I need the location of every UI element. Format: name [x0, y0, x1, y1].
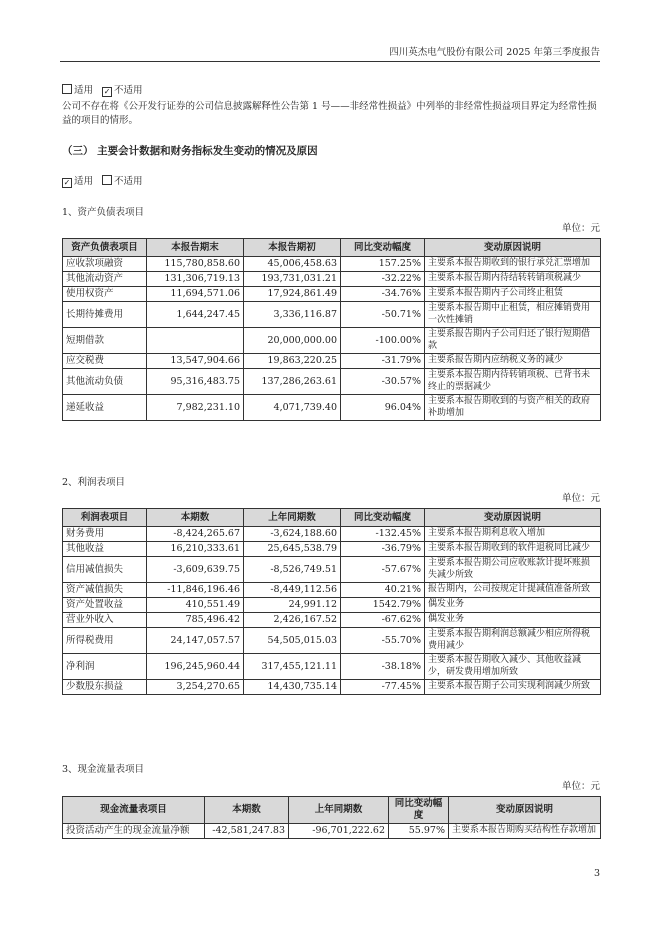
- column-header: 资产负债表项目: [63, 239, 147, 257]
- cashflow-table: [62, 796, 601, 839]
- reason-cell: 主要系本报告期利润总额减少相应所得税费用减少: [425, 628, 601, 654]
- current-value-cell: 7,982,231.10: [147, 395, 244, 421]
- current-value-cell: 24,147,057.57: [147, 628, 244, 654]
- balance-subtitle: 1、资产负债表项目: [62, 207, 145, 218]
- column-header: 本期数: [205, 797, 289, 824]
- item-cell: 递延收益: [63, 395, 147, 421]
- table-row: [63, 613, 601, 628]
- table-row: [63, 272, 601, 287]
- table-row: [63, 527, 601, 542]
- table-row: [63, 302, 601, 328]
- reason-cell: 主要系本报告期购买结构性存款增加: [449, 824, 601, 839]
- current-value-cell: -42,581,247.83: [205, 824, 289, 839]
- reason-cell: 主要系本报告期中止租赁，相应摊销费用一次性摊销: [425, 302, 601, 328]
- reason-cell: 主要系本报告期内待转销项税、已背书未终止的票据减少: [425, 369, 601, 395]
- intro-checkboxes: [62, 84, 143, 97]
- reason-cell: 报告期内，公司按规定计提减值准备所致: [425, 583, 601, 598]
- column-header: 变动原因说明: [425, 239, 601, 257]
- item-cell: 长期待摊费用: [63, 302, 147, 328]
- change-rate-cell: 96.04%: [341, 395, 425, 421]
- reason-cell: 偶发业务: [425, 598, 601, 613]
- item-cell: 投资活动产生的现金流量净额: [63, 824, 205, 839]
- table-row: [63, 369, 601, 395]
- reason-cell: 主要系本报告期收到的软件退税同比减少: [425, 542, 601, 557]
- checkbox-unchecked-icon: [102, 175, 112, 185]
- item-cell: 使用权资产: [63, 287, 147, 302]
- change-rate-cell: -67.62%: [341, 613, 425, 628]
- table-row: [63, 542, 601, 557]
- reason-cell: 主要系本报告期收入减少、其他收益减少，研发费用增加所致: [425, 654, 601, 680]
- column-header: 变动原因说明: [425, 509, 601, 527]
- change-rate-cell: -57.67%: [341, 557, 425, 583]
- column-header: 本报告期末: [147, 239, 244, 257]
- current-value-cell: -3,609,639.75: [147, 557, 244, 583]
- prior-value-cell: 3,336,116.87: [244, 302, 341, 328]
- prior-value-cell: 193,731,031.21: [244, 272, 341, 287]
- checkbox-unchecked-icon: [62, 84, 72, 94]
- table-row: [63, 557, 601, 583]
- item-cell: 资产减值损失: [63, 583, 147, 598]
- prior-value-cell: 317,455,121.11: [244, 654, 341, 680]
- table-row: [63, 287, 601, 302]
- table-row: [63, 628, 601, 654]
- prior-value-cell: 20,000,000.00: [244, 328, 341, 354]
- current-value-cell: 95,316,483.75: [147, 369, 244, 395]
- prior-value-cell: 19,863,220.25: [244, 354, 341, 369]
- change-rate-cell: -36.79%: [341, 542, 425, 557]
- item-cell: 短期借款: [63, 328, 147, 354]
- prior-value-cell: -8,526,749.51: [244, 557, 341, 583]
- reason-cell: 主要系本报告期内待结转转销项税减少: [425, 272, 601, 287]
- prior-value-cell: 14,430,735.14: [244, 680, 341, 695]
- column-header: 现金流量表项目: [63, 797, 205, 824]
- item-cell: 其他流动负债: [63, 369, 147, 395]
- balance-sheet-table: [62, 238, 601, 421]
- current-value-cell: 13,547,904.66: [147, 354, 244, 369]
- table-row: [63, 395, 601, 421]
- income-statement-table: [62, 508, 601, 695]
- item-cell: 应收款项融资: [63, 257, 147, 272]
- table-header-row: [63, 797, 601, 824]
- table-row: [63, 680, 601, 695]
- current-value-cell: -11,846,196.46: [147, 583, 244, 598]
- applicable-label: 适用: [74, 176, 94, 187]
- reason-cell: 主要系本报告期公司应收账款计提坏账损失减少所致: [425, 557, 601, 583]
- prior-value-cell: 54,505,015.03: [244, 628, 341, 654]
- checkbox-checked-icon: ✓: [103, 87, 111, 96]
- prior-value-cell: 25,645,538.79: [244, 542, 341, 557]
- current-value-cell: 410,551.49: [147, 598, 244, 613]
- item-cell: 财务费用: [63, 527, 147, 542]
- current-value-cell: 785,496.42: [147, 613, 244, 628]
- item-cell: 净利润: [63, 654, 147, 680]
- current-value-cell: 1,644,247.45: [147, 302, 244, 328]
- change-rate-cell: -100.00%: [341, 328, 425, 354]
- section-heading: （三） 主要会计数据和财务指标发生变动的情况及原因: [62, 145, 318, 157]
- prior-value-cell: 17,924,861.49: [244, 287, 341, 302]
- reason-cell: 主要系报告期内应纳税义务的减少: [425, 354, 601, 369]
- reason-cell: 主要系本报告期收到的银行承兑汇票增加: [425, 257, 601, 272]
- column-header: 本报告期初: [244, 239, 341, 257]
- change-rate-cell: -132.45%: [341, 527, 425, 542]
- income-unit: 单位：元: [561, 493, 600, 504]
- income-subtitle: 2、利润表项目: [62, 477, 126, 488]
- current-value-cell: 196,245,960.44: [147, 654, 244, 680]
- balance-unit: 单位：元: [561, 223, 600, 234]
- column-header: 变动原因说明: [449, 797, 601, 824]
- item-cell: 信用减值损失: [63, 557, 147, 583]
- change-rate-cell: 40.21%: [341, 583, 425, 598]
- table-row: [63, 824, 601, 839]
- current-value-cell: 131,306,719.13: [147, 272, 244, 287]
- reason-cell: 主要系本报告期子公司实现利润减少所致: [425, 680, 601, 695]
- section-checkboxes: [62, 175, 143, 188]
- item-cell: 资产处置收益: [63, 598, 147, 613]
- change-rate-cell: -55.70%: [341, 628, 425, 654]
- table-row: [63, 257, 601, 272]
- intro-paragraph: 公司不存在将《公开发行证券的公司信息披露解释性公告第 1 号——非经常性损益》中列举的非经常性损益项目界定为经常性损益的项目的情形。: [62, 101, 597, 126]
- checkbox-checked-icon: ✓: [63, 178, 71, 187]
- column-header: 同比变动幅度: [341, 509, 425, 527]
- change-rate-cell: -77.45%: [341, 680, 425, 695]
- column-header: 上年同期数: [289, 797, 389, 824]
- current-value-cell: 16,210,333.61: [147, 542, 244, 557]
- cashflow-unit: 单位：元: [561, 781, 600, 792]
- not-applicable-label: 不适用: [114, 85, 143, 96]
- page-header: 四川英杰电气股份有限公司 2025 年第三季度报告: [60, 46, 600, 62]
- table-row: [63, 583, 601, 598]
- table-row: [63, 598, 601, 613]
- applicable-label: 适用: [74, 85, 94, 96]
- prior-value-cell: -8,449,112.56: [244, 583, 341, 598]
- change-rate-cell: -50.71%: [341, 302, 425, 328]
- change-rate-cell: -30.57%: [341, 369, 425, 395]
- column-header: 同比变动幅度: [389, 797, 449, 824]
- change-rate-cell: -34.76%: [341, 287, 425, 302]
- reason-cell: 主要系本报告期收到的与资产相关的政府补助增加: [425, 395, 601, 421]
- reason-cell: 主要系本报告期内子公司终止租赁: [425, 287, 601, 302]
- reason-cell: 主要系本报告期利息收入增加: [425, 527, 601, 542]
- prior-value-cell: 2,426,167.52: [244, 613, 341, 628]
- current-value-cell: [147, 328, 244, 354]
- change-rate-cell: 157.25%: [341, 257, 425, 272]
- column-header: 同比变动幅度: [341, 239, 425, 257]
- item-cell: 营业外收入: [63, 613, 147, 628]
- table-row: [63, 328, 601, 354]
- prior-value-cell: 24,991.12: [244, 598, 341, 613]
- change-rate-cell: -38.18%: [341, 654, 425, 680]
- prior-value-cell: 45,006,458.63: [244, 257, 341, 272]
- reason-cell: 偶发业务: [425, 613, 601, 628]
- change-rate-cell: -32.22%: [341, 272, 425, 287]
- column-header: 利润表项目: [63, 509, 147, 527]
- current-value-cell: 11,694,571.06: [147, 287, 244, 302]
- cashflow-subtitle: 3、现金流量表项目: [62, 764, 145, 775]
- change-rate-cell: 55.97%: [389, 824, 449, 839]
- change-rate-cell: -31.79%: [341, 354, 425, 369]
- item-cell: 少数股东损益: [63, 680, 147, 695]
- current-value-cell: 115,780,858.60: [147, 257, 244, 272]
- not-applicable-label: 不适用: [114, 176, 143, 187]
- table-row: [63, 354, 601, 369]
- prior-value-cell: 137,286,263.61: [244, 369, 341, 395]
- current-value-cell: -8,424,265.67: [147, 527, 244, 542]
- page-number: 3: [593, 868, 600, 879]
- current-value-cell: 3,254,270.65: [147, 680, 244, 695]
- prior-value-cell: -96,701,222.62: [289, 824, 389, 839]
- reason-cell: 主要系报告期内子公司归还了银行短期借款: [425, 328, 601, 354]
- column-header: 本期数: [147, 509, 244, 527]
- prior-value-cell: 4,071,739.40: [244, 395, 341, 421]
- table-row: [63, 654, 601, 680]
- table-header-row: [63, 239, 601, 257]
- column-header: 上年同期数: [244, 509, 341, 527]
- item-cell: 其他流动资产: [63, 272, 147, 287]
- item-cell: 应交税费: [63, 354, 147, 369]
- table-header-row: [63, 509, 601, 527]
- item-cell: 所得税费用: [63, 628, 147, 654]
- prior-value-cell: -3,624,188.60: [244, 527, 341, 542]
- item-cell: 其他收益: [63, 542, 147, 557]
- change-rate-cell: 1542.79%: [341, 598, 425, 613]
